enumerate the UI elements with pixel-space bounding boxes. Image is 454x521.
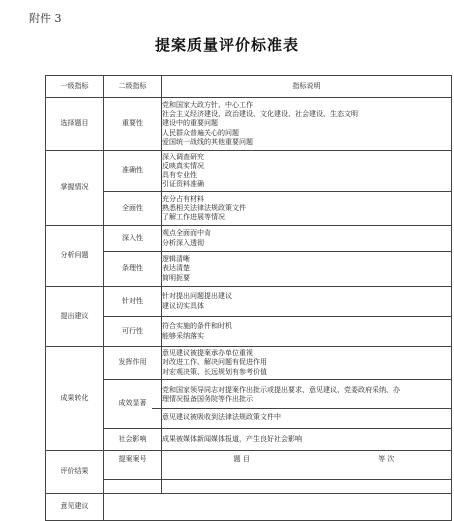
level2-cell: 全面性 [104,192,162,226]
level2-cell: 发挥作用 [104,347,162,380]
description-cell [162,429,452,451]
score-grade-label: 等 次 [378,455,395,463]
description-line: 建议切实具体 [162,301,204,310]
table-row [46,451,452,480]
description-cell [162,380,452,429]
table-row [46,380,452,429]
header-description: 指标说明 [162,76,452,98]
description-cell [162,252,452,287]
table-row [46,347,452,380]
level1-cell: 掌握情况 [46,151,104,226]
header-level2: 二级指标 [104,76,162,98]
description-line: 针对提出问题提出建议 [162,292,232,301]
level2-cell: 重要性 [104,98,162,151]
level2-cell: 条理性 [104,252,162,287]
header-level1: 一级指标 [46,76,104,98]
description-line: 党和国家领导同志对提案作出批示或提出要求、意见建议、党委政府采纳、办 [162,385,400,394]
score-title-label: 题 目 [233,455,250,463]
header-row [46,76,452,98]
description-line: 具有专业性 [162,171,197,179]
description-line: 深入调查研究 [162,152,204,161]
description-line: 分析深入透彻 [162,238,204,247]
table-row [46,480,452,494]
table-row [46,226,452,252]
table-row [46,252,452,287]
level2-cell: 深入性 [104,226,162,252]
description-line: 对改进工作、解决问题有促进作用 [162,358,267,367]
attachment-label: 附件 3 [29,12,62,25]
description-line: 爱国统一战线的其他重要问题 [162,137,253,146]
level2-cell: 社会影响 [104,429,162,451]
level2-cell: 可行性 [104,317,162,347]
description-line: 观点全面而中肯 [162,229,211,238]
level2-cell: 针对性 [104,287,162,317]
score-row-cell [162,451,452,480]
table-row [46,317,452,347]
empty-cell [104,480,162,494]
description-cell [162,192,452,226]
description-line: 了解工作进展等情况 [162,213,225,222]
empty-cell [162,480,452,494]
evaluation-criteria-table [45,75,452,521]
level2-cell: 成效显著 [104,380,162,429]
description-line: 意见建议被提案承办单位重视 [162,349,253,358]
table-row [46,494,452,521]
level1-cell: 意见建议 [46,494,104,521]
description-cell [162,98,452,151]
comments-cell [104,494,452,521]
level1-cell: 选择题目 [46,98,104,151]
description-cell [162,317,452,347]
description-cell [162,151,452,192]
level1-cell: 成果转化 [46,347,104,451]
description-line: 反映真实情况 [162,161,204,170]
description-line: 熟悉相关法律法规政策文件 [162,203,246,212]
table-row [46,429,452,451]
description-line: 逻辑清晰 [162,255,190,264]
description-cell [162,287,452,317]
table-row [46,192,452,226]
description-line: 建设中的重要问题 [162,119,218,128]
description-cell [162,347,452,380]
level1-cell: 提出建议 [46,287,104,347]
description-line: 意见建议被吸收到法律法规政策文件中 [162,413,281,422]
level1-cell: 评价结果 [46,451,104,494]
table-row [46,98,452,151]
description-cell [162,226,452,252]
description-line: 理情况报备国务院等作出批示 [162,394,253,403]
table-row [46,151,452,192]
cell-divider [152,408,451,409]
level1-cell: 分析问题 [46,226,104,287]
level2-cell: 准确性 [104,151,162,192]
score-row-label: 提案案号 [104,451,162,480]
description-line: 对宏观决策、长远规划有参考价值 [162,367,267,376]
page-title: 提案质量评价标准表 [154,36,299,54]
description-line: 社会主义经济建设、政治建设、文化建设、社会建设、生态文明 [162,110,358,119]
description-line: 党和国家大政方针、中心工作 [162,101,253,110]
table-row [46,287,452,317]
description-line: 人民群众普遍关心的问题 [162,128,239,137]
description-line: 成果被媒体新闻媒体报道，产生良好社会影响 [162,434,302,443]
description-line: 表达清楚 [162,264,190,273]
description-line: 符合实施的条件和时机 [162,322,232,331]
description-line: 能够采纳落实 [162,331,204,340]
description-line: 简明扼要 [162,273,190,282]
description-line: 充分占有材料 [162,194,204,203]
description-line: 引证资料准确 [162,180,204,189]
